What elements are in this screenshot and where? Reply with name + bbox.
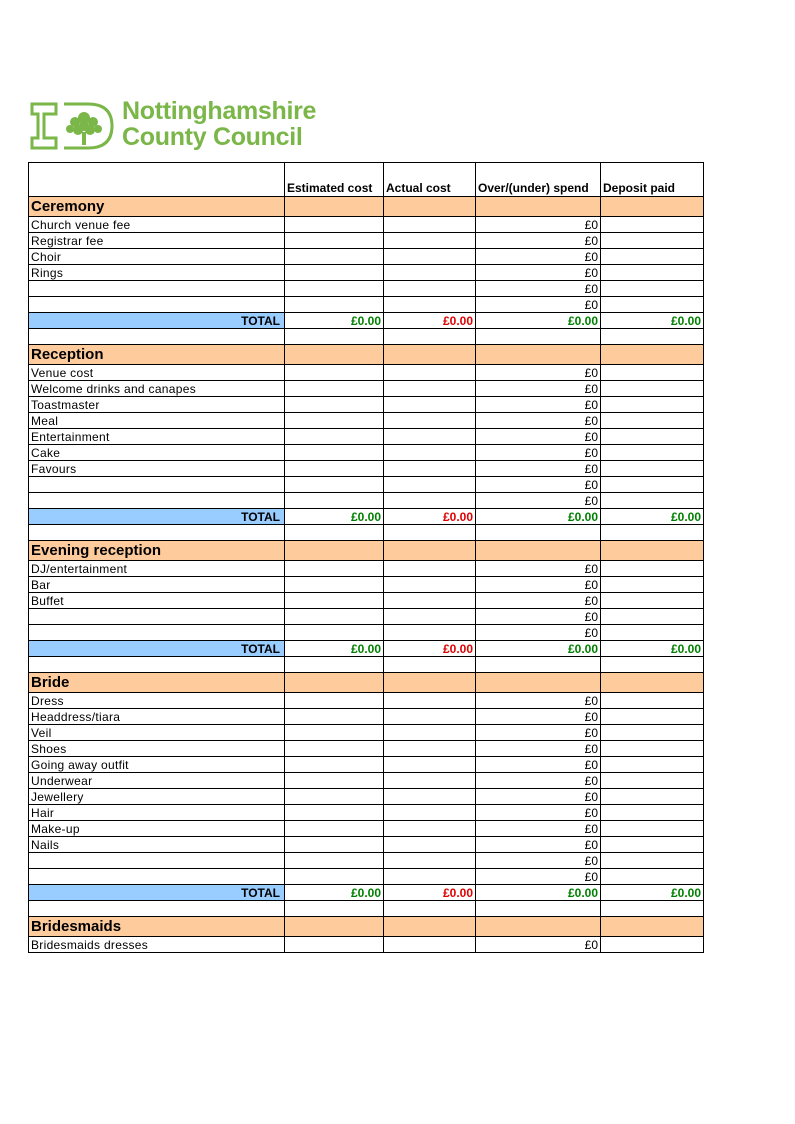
estimated-cost-cell[interactable]: [285, 577, 384, 593]
section-cell-deposit[interactable]: [601, 541, 704, 561]
section-cell-estimated[interactable]: [285, 541, 384, 561]
estimated-cost-cell[interactable]: [285, 937, 384, 953]
header-cell-actual: Actual cost: [384, 163, 476, 197]
deposit-paid-cell[interactable]: [601, 429, 704, 445]
budget-item-row: [29, 789, 704, 805]
over-under-spend-cell[interactable]: £0: [476, 837, 601, 853]
blank-cell[interactable]: [285, 329, 384, 345]
section-header-row: [29, 345, 704, 365]
actual-cost-cell[interactable]: [384, 869, 476, 885]
blank-cell[interactable]: [384, 525, 476, 541]
item-label-cell[interactable]: Shoes: [29, 741, 285, 757]
estimated-cost-cell[interactable]: [285, 773, 384, 789]
over-under-spend-cell[interactable]: £0: [476, 853, 601, 869]
section-cell-over-under[interactable]: [476, 345, 601, 365]
over-under-spend-cell[interactable]: £0: [476, 365, 601, 381]
budget-item-row: [29, 413, 704, 429]
over-under-spend-cell[interactable]: £0: [476, 869, 601, 885]
estimated-cost-cell[interactable]: [285, 805, 384, 821]
budget-item-row: [29, 429, 704, 445]
over-under-spend-cell[interactable]: £0: [476, 757, 601, 773]
estimated-cost-cell[interactable]: [285, 709, 384, 725]
item-label-cell[interactable]: [29, 281, 285, 297]
estimated-cost-cell[interactable]: [285, 297, 384, 313]
over-under-spend-cell[interactable]: £0: [476, 217, 601, 233]
total-row: [29, 641, 704, 657]
item-label-cell[interactable]: Church venue fee: [29, 217, 285, 233]
total-estimated-cell[interactable]: £0.00: [285, 509, 384, 525]
deposit-paid-cell[interactable]: [601, 365, 704, 381]
budget-item-row: [29, 725, 704, 741]
total-row: [29, 885, 704, 901]
actual-cost-cell[interactable]: [384, 577, 476, 593]
budget-item-row: [29, 233, 704, 249]
actual-cost-cell[interactable]: [384, 461, 476, 477]
section-cell-estimated[interactable]: [285, 197, 384, 217]
deposit-paid-cell[interactable]: [601, 461, 704, 477]
deposit-paid-cell[interactable]: [601, 445, 704, 461]
deposit-paid-cell[interactable]: [601, 397, 704, 413]
deposit-paid-cell[interactable]: [601, 821, 704, 837]
deposit-paid-cell[interactable]: [601, 249, 704, 265]
blank-cell[interactable]: [476, 901, 601, 917]
budget-item-row: [29, 593, 704, 609]
blank-cell[interactable]: [285, 525, 384, 541]
total-actual-cell[interactable]: £0.00: [384, 313, 476, 329]
budget-item-row: [29, 477, 704, 493]
over-under-spend-cell[interactable]: £0: [476, 233, 601, 249]
blank-cell[interactable]: [384, 901, 476, 917]
deposit-paid-cell[interactable]: [601, 693, 704, 709]
total-label-cell[interactable]: TOTAL: [29, 509, 285, 525]
budget-item-row: [29, 625, 704, 641]
budget-item-row: [29, 365, 704, 381]
actual-cost-cell[interactable]: [384, 297, 476, 313]
blank-cell[interactable]: [285, 901, 384, 917]
actual-cost-cell[interactable]: [384, 365, 476, 381]
blank-row: [29, 329, 704, 345]
actual-cost-cell[interactable]: [384, 413, 476, 429]
estimated-cost-cell[interactable]: [285, 445, 384, 461]
section-title[interactable]: Bridesmaids: [29, 917, 285, 937]
item-label-cell[interactable]: Venue cost: [29, 365, 285, 381]
actual-cost-cell[interactable]: [384, 609, 476, 625]
council-name: [122, 98, 316, 150]
deposit-paid-cell[interactable]: [601, 853, 704, 869]
blank-cell[interactable]: [601, 329, 704, 345]
deposit-paid-cell[interactable]: [601, 217, 704, 233]
item-label-cell[interactable]: Nails: [29, 837, 285, 853]
estimated-cost-cell[interactable]: [285, 593, 384, 609]
actual-cost-cell[interactable]: [384, 821, 476, 837]
deposit-paid-cell[interactable]: [601, 281, 704, 297]
estimated-cost-cell[interactable]: [285, 397, 384, 413]
item-label-cell[interactable]: Going away outfit: [29, 757, 285, 773]
deposit-paid-cell[interactable]: [601, 381, 704, 397]
blank-cell[interactable]: [384, 657, 476, 673]
budget-item-row: [29, 281, 704, 297]
section-cell-over-under[interactable]: [476, 917, 601, 937]
item-label-cell[interactable]: [29, 493, 285, 509]
estimated-cost-cell[interactable]: [285, 693, 384, 709]
item-label-cell[interactable]: Rings: [29, 265, 285, 281]
section-cell-estimated[interactable]: [285, 345, 384, 365]
section-header-row: [29, 197, 704, 217]
blank-row: [29, 525, 704, 541]
section-cell-over-under[interactable]: [476, 673, 601, 693]
item-label-cell[interactable]: Headdress/tiara: [29, 709, 285, 725]
deposit-paid-cell[interactable]: [601, 837, 704, 853]
item-label-cell[interactable]: Welcome drinks and canapes: [29, 381, 285, 397]
deposit-paid-cell[interactable]: [601, 709, 704, 725]
budget-item-row: [29, 837, 704, 853]
budget-item-row: [29, 577, 704, 593]
blank-cell[interactable]: [285, 657, 384, 673]
over-under-spend-cell[interactable]: £0: [476, 445, 601, 461]
total-over-under-cell[interactable]: £0.00: [476, 885, 601, 901]
budget-item-row: [29, 773, 704, 789]
over-under-spend-cell[interactable]: £0: [476, 461, 601, 477]
total-estimated-cell[interactable]: £0.00: [285, 641, 384, 657]
over-under-spend-cell[interactable]: £0: [476, 477, 601, 493]
estimated-cost-cell[interactable]: [285, 741, 384, 757]
item-label-cell[interactable]: Veil: [29, 725, 285, 741]
item-label-cell[interactable]: Buffet: [29, 593, 285, 609]
section-header-row: [29, 917, 704, 937]
total-row: [29, 313, 704, 329]
deposit-paid-cell[interactable]: [601, 609, 704, 625]
over-under-spend-cell[interactable]: £0: [476, 725, 601, 741]
item-label-cell[interactable]: Underwear: [29, 773, 285, 789]
section-header-row: [29, 541, 704, 561]
header-cell-over-under: Over/(under) spend: [476, 163, 601, 197]
section-cell-actual[interactable]: [384, 917, 476, 937]
section-title[interactable]: Reception: [29, 345, 285, 365]
deposit-paid-cell[interactable]: [601, 577, 704, 593]
estimated-cost-cell[interactable]: [285, 365, 384, 381]
over-under-spend-cell[interactable]: £0: [476, 297, 601, 313]
actual-cost-cell[interactable]: [384, 757, 476, 773]
item-label-cell[interactable]: [29, 625, 285, 641]
estimated-cost-cell[interactable]: [285, 821, 384, 837]
blank-cell[interactable]: [29, 525, 285, 541]
budget-item-row: [29, 741, 704, 757]
budget-item-row: [29, 869, 704, 885]
total-deposit-cell[interactable]: £0.00: [601, 313, 704, 329]
section-cell-deposit[interactable]: [601, 345, 704, 365]
over-under-spend-cell[interactable]: £0: [476, 413, 601, 429]
item-label-cell[interactable]: Bar: [29, 577, 285, 593]
item-label-cell[interactable]: Toastmaster: [29, 397, 285, 413]
over-under-spend-cell[interactable]: £0: [476, 381, 601, 397]
actual-cost-cell[interactable]: [384, 937, 476, 953]
estimated-cost-cell[interactable]: [285, 477, 384, 493]
item-label-cell[interactable]: Cake: [29, 445, 285, 461]
section-cell-over-under[interactable]: [476, 197, 601, 217]
over-under-spend-cell[interactable]: £0: [476, 773, 601, 789]
over-under-spend-cell[interactable]: £0: [476, 789, 601, 805]
section-cell-actual[interactable]: [384, 541, 476, 561]
item-label-cell[interactable]: [29, 869, 285, 885]
estimated-cost-cell[interactable]: [285, 561, 384, 577]
actual-cost-cell[interactable]: [384, 281, 476, 297]
header-cell-estimated: Estimated cost: [285, 163, 384, 197]
budget-item-row: [29, 709, 704, 725]
blank-row: [29, 657, 704, 673]
section-title[interactable]: Evening reception: [29, 541, 285, 561]
blank-cell[interactable]: [29, 657, 285, 673]
budget-item-row: [29, 249, 704, 265]
estimated-cost-cell[interactable]: [285, 381, 384, 397]
budget-item-row: [29, 493, 704, 509]
blank-cell[interactable]: [384, 329, 476, 345]
council-name-line2: County Council: [122, 123, 303, 151]
actual-cost-cell[interactable]: [384, 693, 476, 709]
deposit-paid-cell[interactable]: [601, 413, 704, 429]
blank-cell[interactable]: [601, 525, 704, 541]
deposit-paid-cell[interactable]: [601, 805, 704, 821]
deposit-paid-cell[interactable]: [601, 593, 704, 609]
total-actual-cell[interactable]: £0.00: [384, 885, 476, 901]
item-label-cell[interactable]: Hair: [29, 805, 285, 821]
section-cell-actual[interactable]: [384, 345, 476, 365]
section-cell-actual[interactable]: [384, 197, 476, 217]
budget-item-row: [29, 381, 704, 397]
actual-cost-cell[interactable]: [384, 233, 476, 249]
item-label-cell[interactable]: [29, 853, 285, 869]
over-under-spend-cell[interactable]: £0: [476, 821, 601, 837]
budget-item-row: [29, 937, 704, 953]
budget-item-row: [29, 461, 704, 477]
total-label-cell[interactable]: TOTAL: [29, 313, 285, 329]
item-label-cell[interactable]: Dress: [29, 693, 285, 709]
budget-item-row: [29, 757, 704, 773]
budget-item-row: [29, 853, 704, 869]
actual-cost-cell[interactable]: [384, 837, 476, 853]
actual-cost-cell[interactable]: [384, 789, 476, 805]
over-under-spend-cell[interactable]: £0: [476, 249, 601, 265]
item-label-cell[interactable]: Jewellery: [29, 789, 285, 805]
section-cell-deposit[interactable]: [601, 917, 704, 937]
budget-item-row: [29, 561, 704, 577]
over-under-spend-cell[interactable]: £0: [476, 493, 601, 509]
budget-item-row: [29, 609, 704, 625]
item-label-cell[interactable]: Favours: [29, 461, 285, 477]
total-deposit-cell[interactable]: £0.00: [601, 885, 704, 901]
deposit-paid-cell[interactable]: [601, 869, 704, 885]
section-cell-estimated[interactable]: [285, 917, 384, 937]
actual-cost-cell[interactable]: [384, 265, 476, 281]
over-under-spend-cell[interactable]: £0: [476, 937, 601, 953]
over-under-spend-cell[interactable]: £0: [476, 805, 601, 821]
actual-cost-cell[interactable]: [384, 429, 476, 445]
item-label-cell[interactable]: Meal: [29, 413, 285, 429]
budget-item-row: [29, 445, 704, 461]
header-cell-item: [29, 163, 285, 197]
total-estimated-cell[interactable]: £0.00: [285, 313, 384, 329]
budget-item-row: [29, 297, 704, 313]
estimated-cost-cell[interactable]: [285, 757, 384, 773]
estimated-cost-cell[interactable]: [285, 461, 384, 477]
wedding-budget-table: [28, 162, 704, 953]
deposit-paid-cell[interactable]: [601, 233, 704, 249]
actual-cost-cell[interactable]: [384, 397, 476, 413]
over-under-spend-cell[interactable]: £0: [476, 561, 601, 577]
budget-item-row: [29, 397, 704, 413]
estimated-cost-cell[interactable]: [285, 625, 384, 641]
budget-item-row: [29, 265, 704, 281]
deposit-paid-cell[interactable]: [601, 789, 704, 805]
over-under-spend-cell[interactable]: £0: [476, 693, 601, 709]
deposit-paid-cell[interactable]: [601, 625, 704, 641]
section-title[interactable]: Ceremony: [29, 197, 285, 217]
header-cell-deposit: Deposit paid: [601, 163, 704, 197]
actual-cost-cell[interactable]: [384, 493, 476, 509]
over-under-spend-cell[interactable]: £0: [476, 577, 601, 593]
deposit-paid-cell[interactable]: [601, 725, 704, 741]
over-under-spend-cell[interactable]: £0: [476, 709, 601, 725]
header-row: [29, 163, 704, 197]
item-label-cell[interactable]: Make-up: [29, 821, 285, 837]
item-label-cell[interactable]: [29, 297, 285, 313]
actual-cost-cell[interactable]: [384, 709, 476, 725]
deposit-paid-cell[interactable]: [601, 493, 704, 509]
deposit-paid-cell[interactable]: [601, 561, 704, 577]
estimated-cost-cell[interactable]: [285, 217, 384, 233]
section-cell-estimated[interactable]: [285, 673, 384, 693]
actual-cost-cell[interactable]: [384, 625, 476, 641]
actual-cost-cell[interactable]: [384, 381, 476, 397]
estimated-cost-cell[interactable]: [285, 837, 384, 853]
blank-cell[interactable]: [601, 657, 704, 673]
actual-cost-cell[interactable]: [384, 593, 476, 609]
blank-cell[interactable]: [601, 901, 704, 917]
deposit-paid-cell[interactable]: [601, 297, 704, 313]
budget-item-row: [29, 805, 704, 821]
total-deposit-cell[interactable]: £0.00: [601, 641, 704, 657]
deposit-paid-cell[interactable]: [601, 265, 704, 281]
actual-cost-cell[interactable]: [384, 249, 476, 265]
blank-row: [29, 901, 704, 917]
actual-cost-cell[interactable]: [384, 741, 476, 757]
estimated-cost-cell[interactable]: [285, 493, 384, 509]
item-label-cell[interactable]: Bridesmaids dresses: [29, 937, 285, 953]
blank-cell[interactable]: [476, 329, 601, 345]
actual-cost-cell[interactable]: [384, 445, 476, 461]
over-under-spend-cell[interactable]: £0: [476, 265, 601, 281]
estimated-cost-cell[interactable]: [285, 853, 384, 869]
blank-cell[interactable]: [29, 901, 285, 917]
total-over-under-cell[interactable]: £0.00: [476, 313, 601, 329]
total-actual-cell[interactable]: £0.00: [384, 641, 476, 657]
budget-item-row: [29, 821, 704, 837]
item-label-cell[interactable]: [29, 477, 285, 493]
over-under-spend-cell[interactable]: £0: [476, 741, 601, 757]
actual-cost-cell[interactable]: [384, 477, 476, 493]
actual-cost-cell[interactable]: [384, 725, 476, 741]
over-under-spend-cell[interactable]: £0: [476, 609, 601, 625]
total-label-cell[interactable]: TOTAL: [29, 885, 285, 901]
deposit-paid-cell[interactable]: [601, 937, 704, 953]
estimated-cost-cell[interactable]: [285, 265, 384, 281]
actual-cost-cell[interactable]: [384, 217, 476, 233]
total-actual-cell[interactable]: £0.00: [384, 509, 476, 525]
item-label-cell[interactable]: Choir: [29, 249, 285, 265]
estimated-cost-cell[interactable]: [285, 789, 384, 805]
council-name-line1: Nottinghamshire: [122, 97, 317, 125]
total-over-under-cell[interactable]: £0.00: [476, 641, 601, 657]
estimated-cost-cell[interactable]: [285, 869, 384, 885]
estimated-cost-cell[interactable]: [285, 609, 384, 625]
total-deposit-cell[interactable]: £0.00: [601, 509, 704, 525]
section-header-row: [29, 673, 704, 693]
actual-cost-cell[interactable]: [384, 805, 476, 821]
total-estimated-cell[interactable]: £0.00: [285, 885, 384, 901]
deposit-paid-cell[interactable]: [601, 477, 704, 493]
item-label-cell[interactable]: [29, 609, 285, 625]
over-under-spend-cell[interactable]: £0: [476, 625, 601, 641]
item-label-cell[interactable]: Entertainment: [29, 429, 285, 445]
over-under-spend-cell[interactable]: £0: [476, 281, 601, 297]
deposit-paid-cell[interactable]: [601, 773, 704, 789]
section-cell-over-under[interactable]: [476, 541, 601, 561]
estimated-cost-cell[interactable]: [285, 281, 384, 297]
budget-item-row: [29, 693, 704, 709]
estimated-cost-cell[interactable]: [285, 249, 384, 265]
deposit-paid-cell[interactable]: [601, 741, 704, 757]
item-label-cell[interactable]: Registrar fee: [29, 233, 285, 249]
over-under-spend-cell[interactable]: £0: [476, 593, 601, 609]
estimated-cost-cell[interactable]: [285, 413, 384, 429]
estimated-cost-cell[interactable]: [285, 233, 384, 249]
section-cell-deposit[interactable]: [601, 673, 704, 693]
section-title[interactable]: Bride: [29, 673, 285, 693]
item-label-cell[interactable]: DJ/entertainment: [29, 561, 285, 577]
estimated-cost-cell[interactable]: [285, 429, 384, 445]
estimated-cost-cell[interactable]: [285, 725, 384, 741]
over-under-spend-cell[interactable]: £0: [476, 429, 601, 445]
blank-cell[interactable]: [29, 329, 285, 345]
budget-item-row: [29, 217, 704, 233]
council-logo: [30, 98, 350, 156]
section-cell-actual[interactable]: [384, 673, 476, 693]
total-label-cell[interactable]: TOTAL: [29, 641, 285, 657]
blank-cell[interactable]: [476, 657, 601, 673]
total-over-under-cell[interactable]: £0.00: [476, 509, 601, 525]
actual-cost-cell[interactable]: [384, 773, 476, 789]
council-emblem-icon: [30, 100, 114, 152]
total-row: [29, 509, 704, 525]
actual-cost-cell[interactable]: [384, 561, 476, 577]
deposit-paid-cell[interactable]: [601, 757, 704, 773]
section-cell-deposit[interactable]: [601, 197, 704, 217]
over-under-spend-cell[interactable]: £0: [476, 397, 601, 413]
blank-cell[interactable]: [476, 525, 601, 541]
actual-cost-cell[interactable]: [384, 853, 476, 869]
